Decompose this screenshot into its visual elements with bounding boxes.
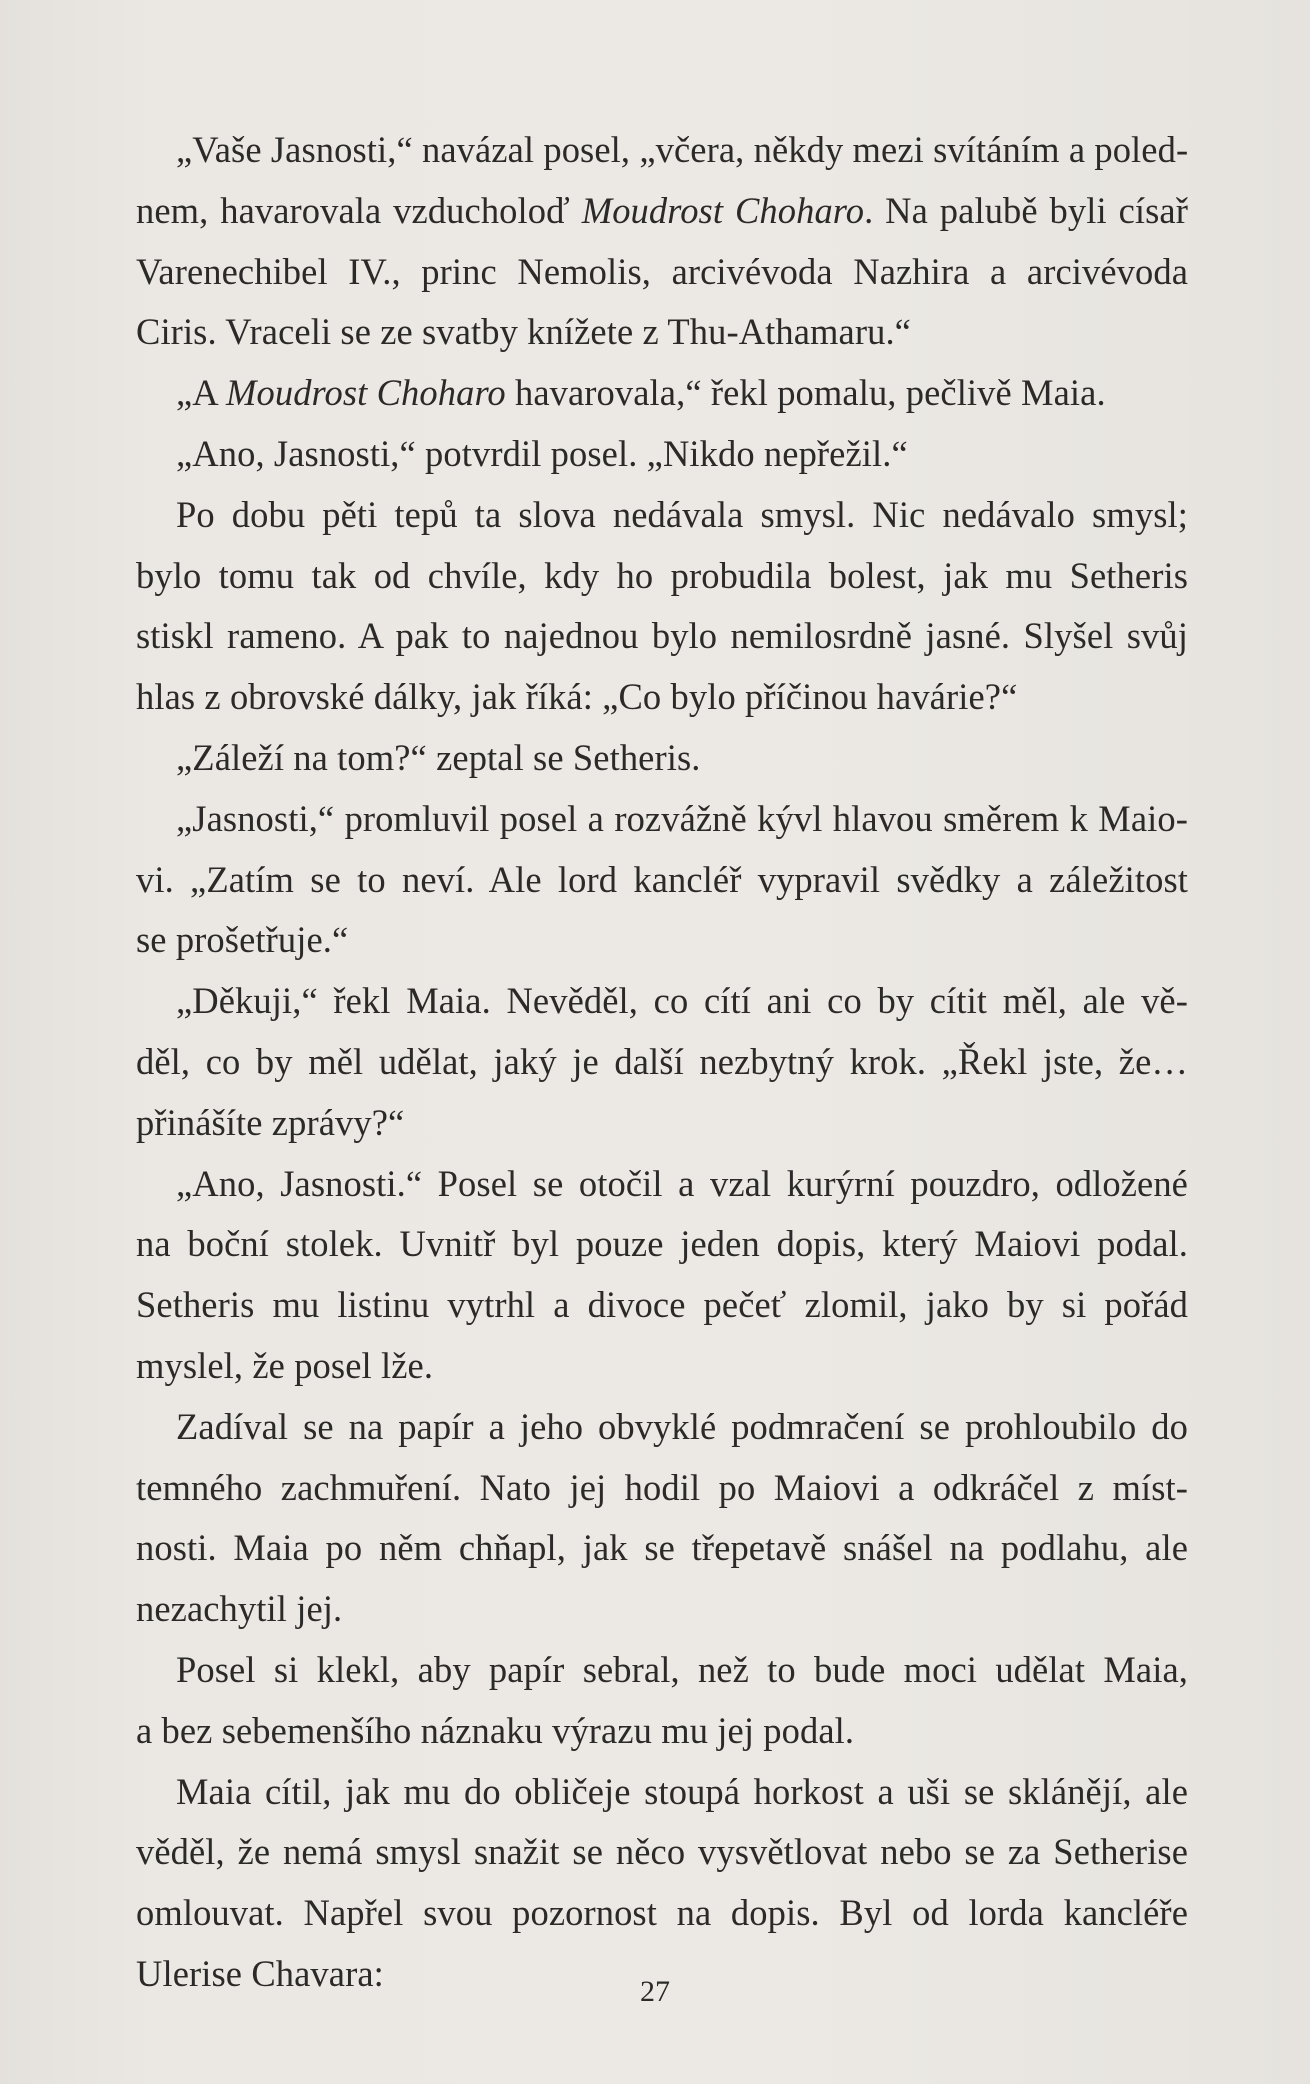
text-line: stiskl rameno. A pak to najednou bylo nemilosrdně jasné. Slyšel svůj	[136, 615, 1188, 657]
text-line: „Záleží na tom?“ zeptal se Setheris.	[176, 736, 701, 778]
text-line: „Jasnosti,“ promluvil posel a rozvážně kývl hlavou směrem k Maio-	[176, 797, 1188, 839]
ship-name: Moudrost Choharo	[581, 189, 865, 231]
text-line: se prošetřuje.“	[136, 919, 349, 961]
page-number: 27	[640, 1975, 670, 2008]
text-line: a bez sebemenšího náznaku výrazu mu jej podal.	[136, 1709, 855, 1751]
text-line: Zadíval se na papír a jeho obvyklé podmračení se prohloubilo do	[176, 1405, 1188, 1447]
text-line: nosti. Maia po něm chňapl, jak se třepetavě snášel na podlahu, ale	[136, 1527, 1188, 1569]
text-line: Maia cítil, jak mu do obličeje stoupá horkost a uši se sklánějí, ale	[176, 1770, 1188, 1812]
text-line: Po dobu pěti tepů ta slova nedávala smysl. Nic nedávalo smysl;	[176, 493, 1188, 535]
text-line: „A Moudrost Choharo havarovala,“ řekl pomalu, pečlivě Maia.	[176, 372, 1106, 414]
text-line: Ciris. Vraceli se ze svatby knížete z Thu-Athamaru.“	[136, 311, 911, 353]
text-line: hlas z obrovské dálky, jak říká: „Co bylo příčinou havárie?“	[136, 676, 1018, 718]
text-line: nem, havarovala vzducholoď Moudrost Choharo. Na palubě byli císař	[136, 189, 1188, 231]
text-line: věděl, že nemá smysl snažit se něco vysvětlovat nebo se za Setherise	[136, 1831, 1188, 1873]
text-line: Ulerise Chavara:	[136, 1952, 384, 1994]
text-line: děl, co by měl udělat, jaký je další nezbytný krok. „Řekl jste, že…	[136, 1040, 1188, 1082]
text-line: „Ano, Jasnosti.“ Posel se otočil a vzal kurýrní pouzdro, odložené	[176, 1162, 1188, 1204]
text-line: bylo tomu tak od chvíle, kdy ho probudila bolest, jak mu Setheris	[136, 554, 1188, 596]
text-line: temného zachmuření. Nato jej hodil po Maiovi a odkráčel z míst-	[136, 1466, 1188, 1508]
body-text	[136, 120, 1188, 2005]
text-line: nezachytil jej.	[136, 1588, 343, 1630]
text-line: Varenechibel IV., princ Nemolis, arcivévoda Nazhira a arcivévoda	[136, 250, 1188, 292]
text-line: „Ano, Jasnosti,“ potvrdil posel. „Nikdo nepřežil.“	[176, 432, 908, 474]
text-line: Setheris mu listinu vytrhl a divoce pečeť zlomil, jako by si pořád	[136, 1284, 1188, 1326]
text-line: „Děkuji,“ řekl Maia. Nevěděl, co cítí ani co by cítit měl, ale vě-	[176, 980, 1188, 1022]
text-line: na boční stolek. Uvnitř byl pouze jeden dopis, který Maiovi podal.	[136, 1223, 1188, 1265]
text-line: Posel si klekl, aby papír sebral, než to bude moci udělat Maia,	[176, 1648, 1188, 1690]
text-line: omlouvat. Napřel svou pozornost na dopis. Byl od lorda kancléře	[136, 1892, 1188, 1934]
text-line: „Vaše Jasnosti,“ navázal posel, „včera, někdy mezi svítáním a poled-	[176, 129, 1189, 170]
text-line: přinášíte zprávy?“	[136, 1101, 405, 1143]
text-line: myslel, že posel lže.	[136, 1344, 434, 1386]
ship-name: Moudrost Choharo	[225, 372, 506, 414]
text-line: vi. „Zatím se to neví. Ale lord kancléř vypravil svědky a záležitost	[136, 858, 1188, 900]
